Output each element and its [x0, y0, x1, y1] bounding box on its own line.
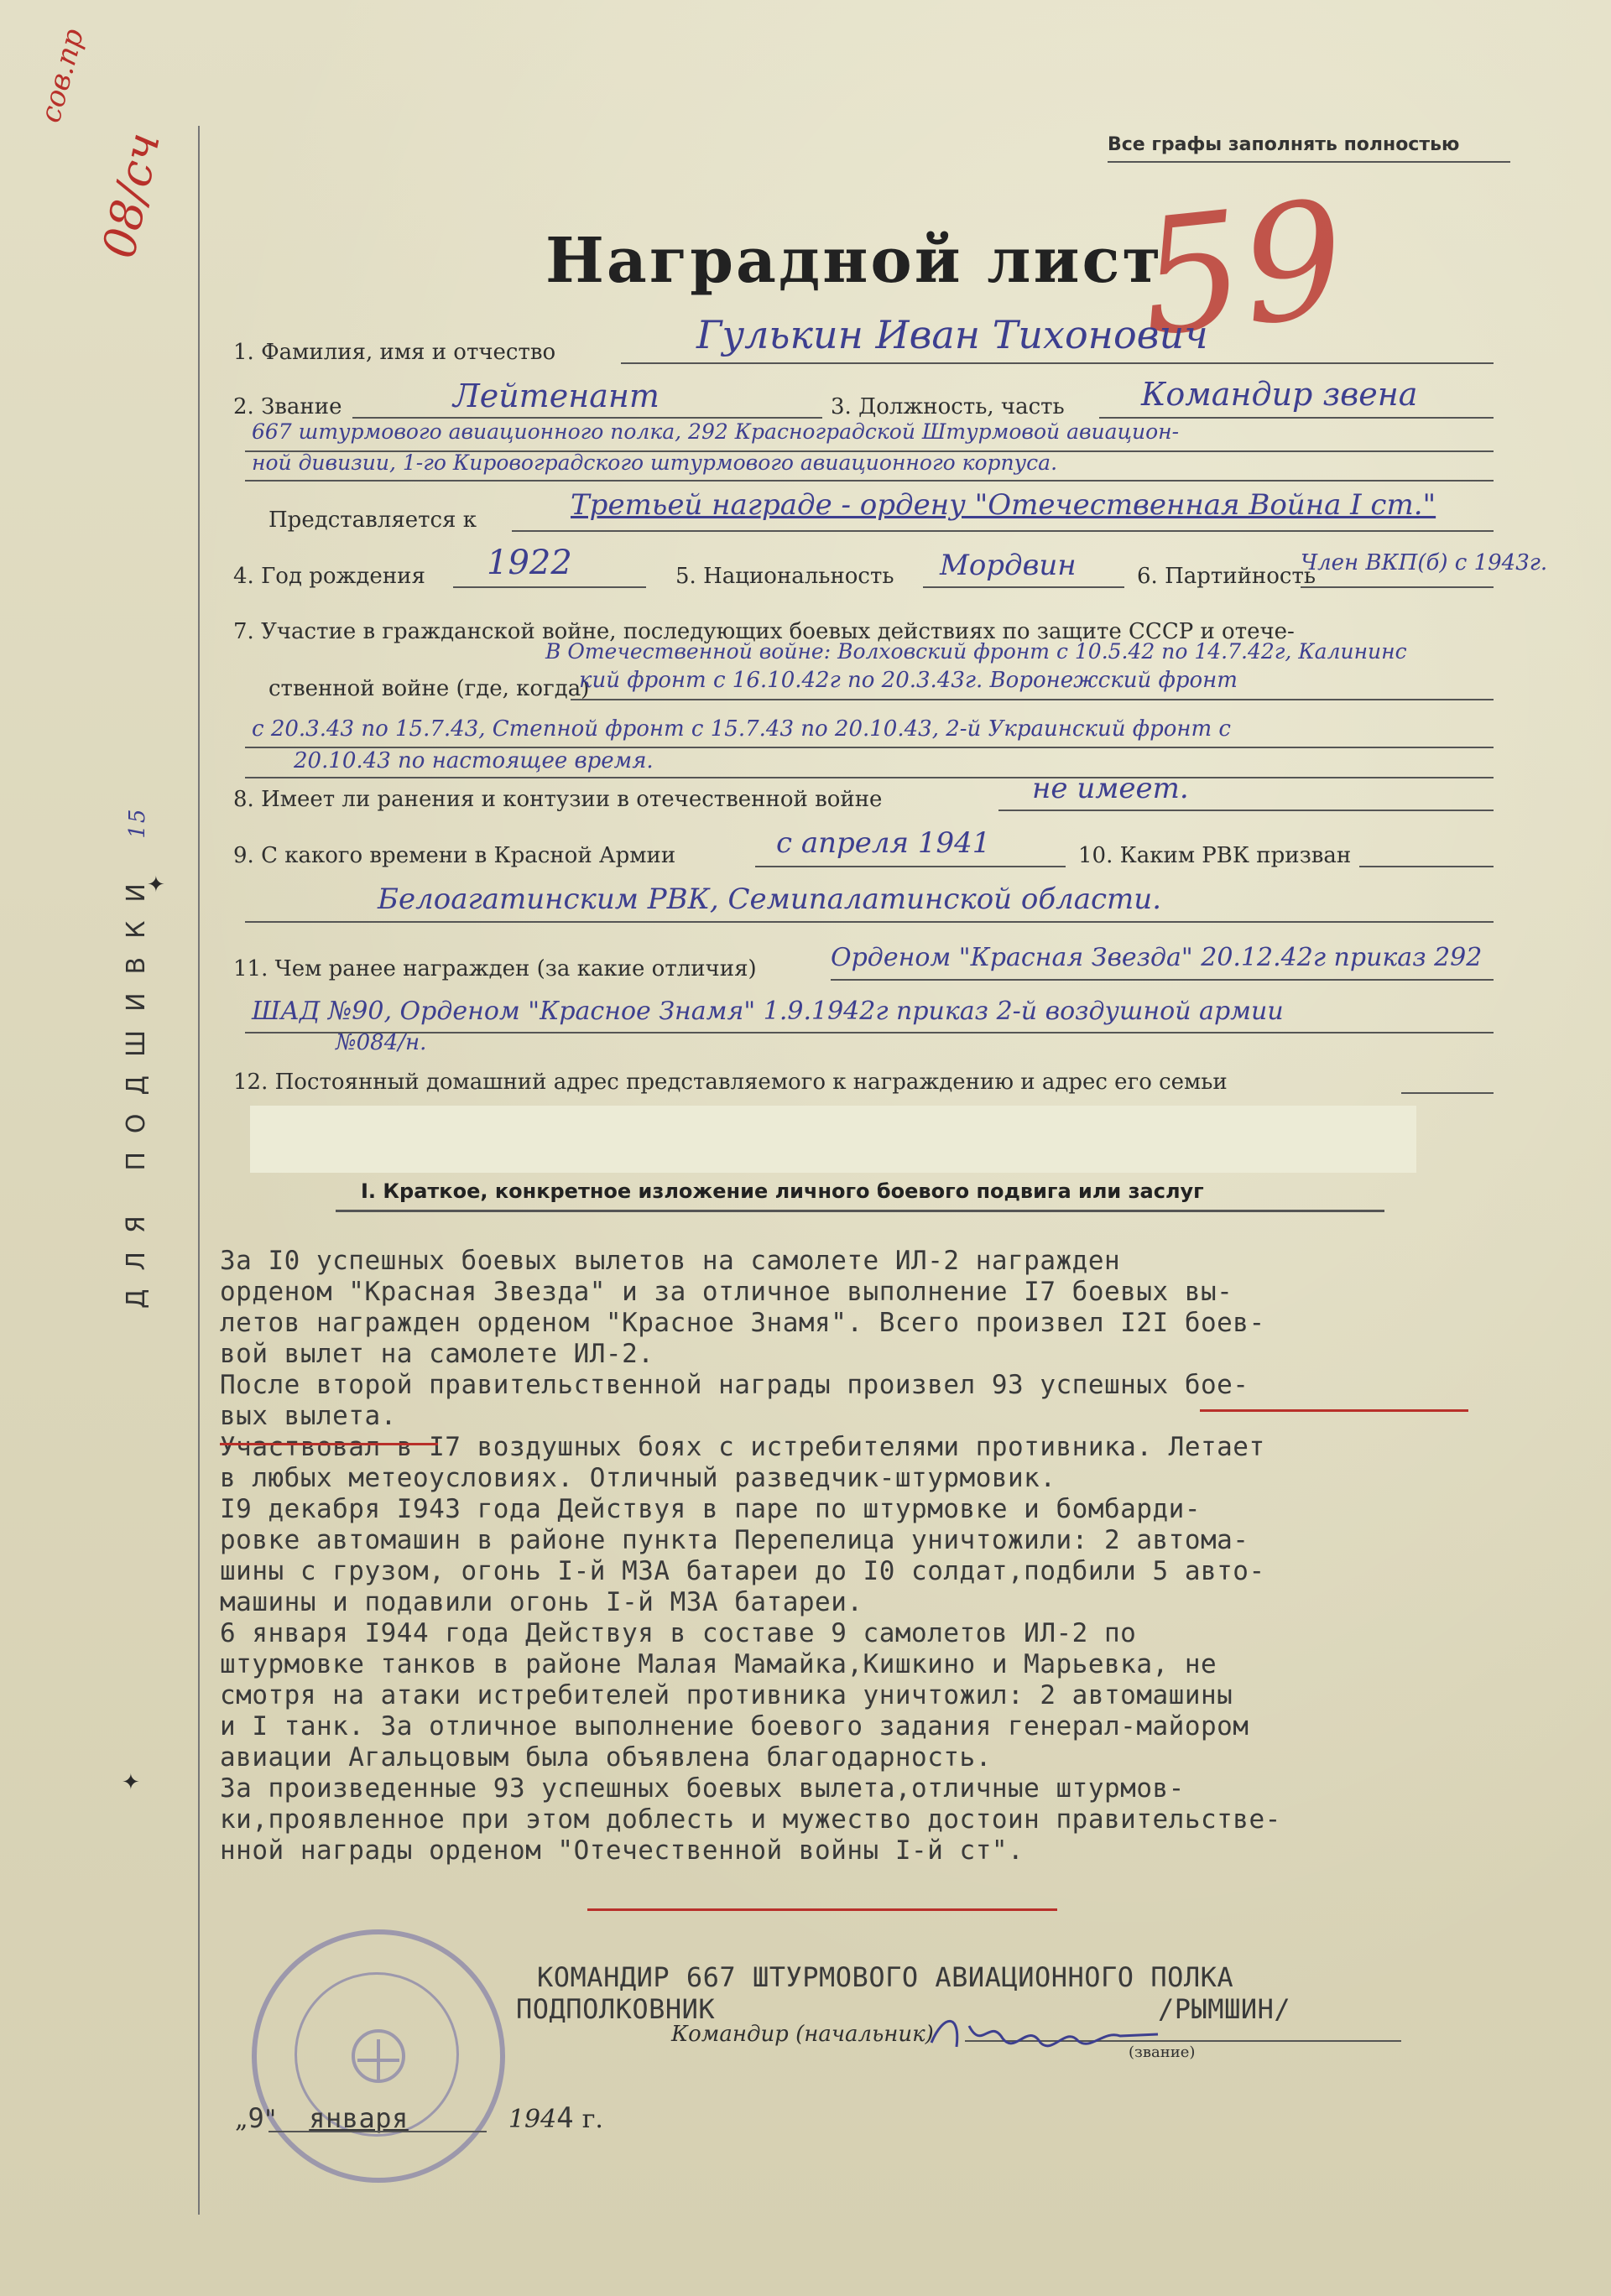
field-1-value: Гулькин Иван Тихонович: [696, 312, 1208, 357]
field-7-line3: с 20.3.43 по 15.7.43, Степной фронт с 15.7.43 по 20.10.43, 2-й Украинский фронт с: [252, 716, 1231, 742]
field-10-label: 10. Каким РВК призван: [1078, 843, 1352, 868]
field-8-label: 8. Имеет ли ранения и контузии в отечественной войне: [233, 787, 883, 812]
red-number-mark: 59: [1132, 165, 1353, 372]
field-11-line1: Орденом "Красная Звезда" 20.12.42г приказ 292: [831, 943, 1483, 972]
field-2-label: 2. Звание: [233, 394, 342, 419]
field-7-line-c: [245, 777, 1494, 778]
typed-line: нной награды орденом "Отечественной войны I-й ст".: [220, 1835, 1024, 1866]
field-1-line: [621, 362, 1494, 364]
field-3-line: [1099, 417, 1494, 419]
field-12-line: [1401, 1092, 1494, 1094]
field-4-label: 4. Год рождения: [233, 564, 425, 589]
typed-line: летов награжден орденом "Красное Знамя". Всего произвел I2I боев-: [220, 1308, 1265, 1338]
field-3-label: 3. Должность, часть: [831, 394, 1065, 419]
field-6-label: 6. Партийность: [1137, 564, 1316, 589]
field-5-value: Мордвин: [940, 549, 1077, 582]
field-1-label: 1. Фамилия, имя и отчество: [233, 340, 556, 365]
page-title: Наградной лист: [545, 225, 1164, 297]
field-5-line: [923, 586, 1124, 588]
field-7-line4: 20.10.43 по настоящее время.: [294, 748, 654, 773]
field-8-line: [998, 810, 1494, 811]
field-7-line-a: [571, 699, 1494, 700]
typed-line: После второй правительственной награды произвел 93 успешных бое-: [220, 1370, 1249, 1400]
present-value: Третьей награде - ордену "Отечественная Война I ст.": [571, 488, 1436, 522]
top-note: Все графы заполнять полностью: [1108, 134, 1460, 155]
typed-line: 6 января I944 года Действуя в составе 9 самолетов ИЛ-2 по: [220, 1618, 1137, 1648]
field-12-label: 12. Постоянный домашний адрес представляемого к награждению и адрес его семьи: [233, 1070, 1228, 1095]
signature-line-1: КОМАНДИР 667 ШТУРМОВОГО АВИАЦИОННОГО ПОЛКА: [537, 1961, 1234, 1993]
typed-line: I9 декабря I943 года Действуя в паре по штурмовке и бомбарди-: [220, 1494, 1201, 1524]
field-6-value: Член ВКП(б) с 1943г.: [1301, 550, 1548, 575]
typed-line: орденом "Красная Звезда" и за отличное выполнение I7 боевых вы-: [220, 1277, 1233, 1307]
margin-line: [198, 126, 200, 2215]
signature-name: /РЫМШИН/: [1158, 1993, 1291, 2025]
field-9-line: [755, 866, 1066, 867]
field-3-line2: 667 штурмового авиационного полка, 292 Красноградской Штурмовой авиацион-: [252, 419, 1180, 444]
field-10-line: [1359, 866, 1494, 867]
field-3-line3: ной дивизии, 1-го Кировоградского штурмового авиационного корпуса.: [252, 450, 1058, 475]
date-day: 9: [248, 2102, 265, 2134]
field-9-value: с апреля 1941: [776, 826, 991, 860]
margin-annotation-b: 08/сч: [92, 128, 170, 263]
official-seal: [252, 1929, 505, 2183]
typed-line: Участвовал в I7 воздушных боях с истребителями противника. Летает: [220, 1432, 1265, 1462]
section-heading-underline: [336, 1210, 1384, 1212]
handwritten-signature: [923, 2009, 1175, 2063]
typed-line: ровке автомашин в районе пункта Перепелица уничтожили: 2 автома-: [220, 1525, 1249, 1555]
field-10-line-b: [245, 921, 1494, 923]
signature-rank-label: (звание): [1129, 2043, 1196, 2061]
star-mark: ✦: [122, 1770, 140, 1795]
field-7-line2: кий фронт с 16.10.42г по 20.3.43г. Воронежский фронт: [579, 668, 1238, 693]
field-2-value: Лейтенант: [453, 377, 660, 414]
typed-line: За произведенные 93 успешных боевых вылета,отличные штурмов-: [220, 1773, 1185, 1804]
field-6-line: [1301, 586, 1494, 588]
typed-line: смотря на атаки истребителей противника уничтожил: 2 автомашины: [220, 1680, 1233, 1710]
field-9-label: 9. С какого времени в Красной Армии: [233, 843, 676, 868]
field-7-label-a: 7. Участие в гражданской войне, последующих боевых действиях по защите СССР и отече-: [233, 619, 1295, 644]
red-underline-a: [1200, 1409, 1468, 1412]
typed-line: штурмовке танков в районе Малая Мамайка,Кишкино и Марьевка, не: [220, 1649, 1217, 1679]
red-underline-c: [587, 1908, 1057, 1911]
present-line: [512, 530, 1494, 532]
typed-line: шины с грузом, огонь I-й МЗА батареи до I0 солдат,подбили 5 авто-: [220, 1556, 1265, 1586]
field-11-line3: №084/н.: [336, 1030, 427, 1055]
field-10-value: Белоагатинским РВК, Семипалатинской области.: [378, 882, 1162, 916]
field-11-line2: ШАД №90, Орденом "Красное Знамя" 1.9.1942г приказ 2-й воздушной армии: [252, 997, 1284, 1026]
field-4-value: 1922: [487, 544, 572, 582]
typed-line: авиации Агальцовым была объявлена благодарность.: [220, 1742, 992, 1773]
date-g: г.: [581, 2105, 603, 2134]
date-year-suffix: 4: [556, 2101, 575, 2135]
field-11-label: 11. Чем ранее награжден (за какие отличия): [233, 956, 757, 981]
vertical-margin-label: ДЛЯ ПОДШИВКИ: [122, 865, 151, 1309]
typed-line: машины и подавили огонь I-й МЗА батареи.: [220, 1587, 863, 1617]
star-mark: ✦: [147, 872, 165, 898]
present-label: Представляется к: [268, 508, 477, 533]
field-3-line3-rule: [245, 480, 1494, 482]
typed-line: вой вылет на самолете ИЛ-2.: [220, 1339, 654, 1369]
typed-line: ки,проявленное при этом доблесть и мужество достоин правительстве-: [220, 1804, 1281, 1835]
section-heading: I. Краткое, конкретное изложение личного боевого подвига или заслуг: [361, 1179, 1204, 1203]
field-4-line: [453, 586, 646, 588]
top-note-underline: [1108, 161, 1510, 163]
field-7-label-b: ственной войне (где, когда): [268, 676, 590, 701]
signature-line-2: ПОДПОЛКОВНИК: [516, 1993, 716, 2025]
redacted-area: [250, 1106, 1416, 1173]
field-8-value: не имеет.: [1032, 772, 1189, 805]
date-year-prefix: 194: [508, 2105, 557, 2134]
date-month: января: [309, 2102, 409, 2134]
date-row: „9" января 1944 г.: [235, 2101, 603, 2135]
typed-body: [220, 1246, 1604, 1866]
typed-line: в любых метеоусловиях. Отличный разведчик-штурмовик.: [220, 1463, 1056, 1493]
field-2-line: [352, 417, 822, 419]
margin-annotation-a: сов.пр: [34, 25, 91, 127]
typed-line: вых вылета.: [220, 1401, 397, 1431]
field-11-line: [831, 979, 1494, 981]
red-underline-b: [220, 1443, 438, 1445]
field-3-value: Командир звена: [1141, 376, 1418, 413]
field-5-label: 5. Национальность: [675, 564, 894, 589]
typed-line: и I танк. За отличное выполнение боевого задания генерал-майором: [220, 1711, 1249, 1742]
vertical-margin-number: 15: [125, 807, 150, 839]
field-11-line-b: [245, 1032, 1494, 1033]
field-7-line1: В Отечественной войне: Волховский фронт с 10.5.42 по 14.7.42г, Калининс: [545, 639, 1407, 664]
typed-line: За I0 успешных боевых вылетов на самолете ИЛ-2 награжден: [220, 1246, 1121, 1276]
date-line: [268, 2131, 487, 2132]
signature-role-label: Командир (начальник): [671, 2022, 934, 2047]
